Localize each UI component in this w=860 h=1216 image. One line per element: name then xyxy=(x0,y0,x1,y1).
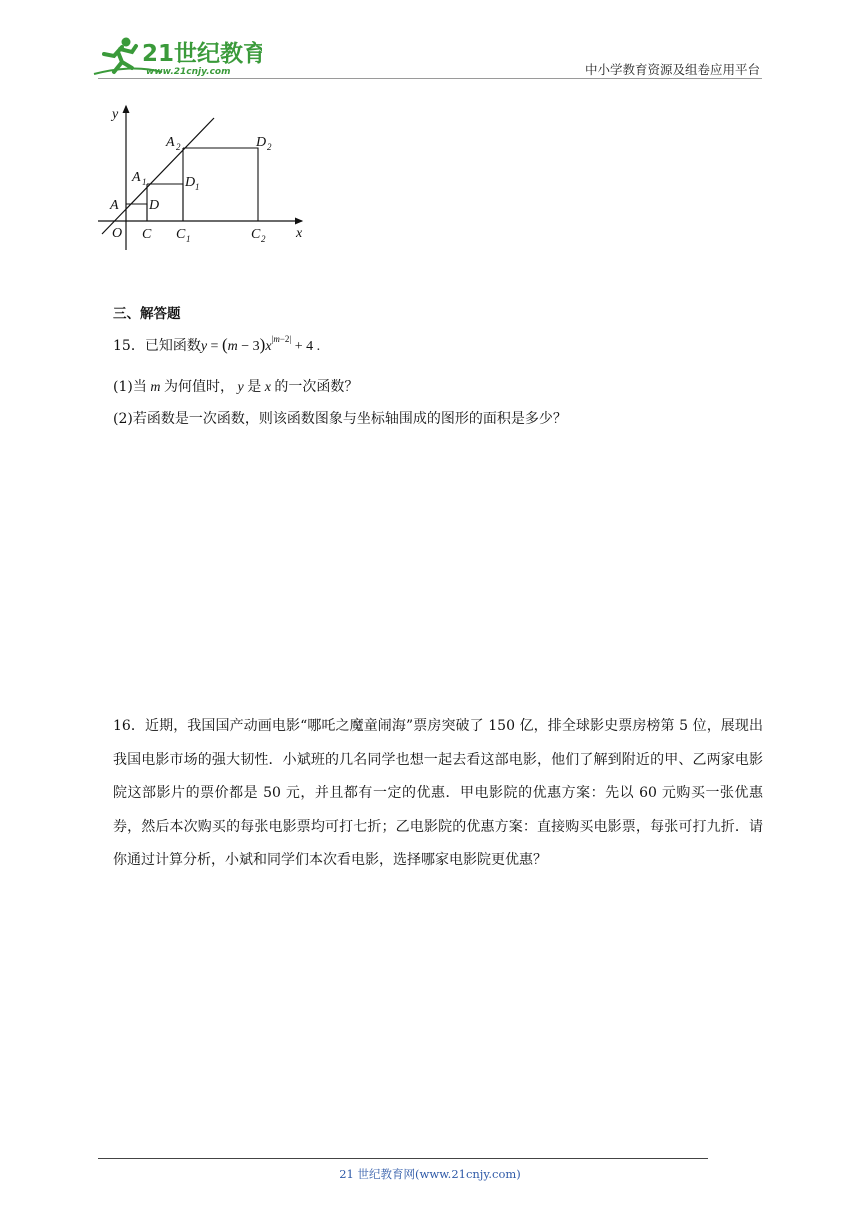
svg-text:www.21cnjy.com: www.21cnjy.com xyxy=(146,67,231,77)
footer-site-link[interactable]: 21 世纪教育网(www.21cnjy.com) xyxy=(339,1167,521,1181)
svg-text:21世纪教育: 21世纪教育 xyxy=(142,41,262,67)
geometry-figure xyxy=(96,100,316,255)
line-through-a xyxy=(102,118,214,234)
svg-text:2: 2 xyxy=(267,142,272,152)
section-title: 三、解答题 xyxy=(113,306,181,322)
label-o: O xyxy=(112,226,123,241)
question-15-stem: 15．已知函数$y = (m - 3)x^{|m-2|} + 4$ . xyxy=(113,334,321,354)
label-a: A xyxy=(110,198,119,213)
question-15-part-2: (2)若函数是一次函数，则该函数图象与坐标轴围成的图形的面积是多少？ xyxy=(113,411,567,427)
header-divider xyxy=(98,78,762,79)
question-15-part-1: (1)当 m 为何值时， y 是 x 的一次函数？ xyxy=(113,379,359,395)
label-d2: D xyxy=(256,135,267,150)
label-y: y xyxy=(112,107,119,122)
svg-text:1: 1 xyxy=(186,234,191,244)
label-c2: C xyxy=(251,227,261,242)
question-16: 16．近期，我国国产动画电影“哪吒之魔童闹海”票房突破了 150 亿，排全球影史票房榜第 5 位，展现出我国电影市场的强大韧性．小斌班的几名同学也想一起去看这部电影，他们了解到附近的甲、乙两家电影院这部影片的票价都是 50 元，并且都有一定的优惠．甲电影院的优惠方案：先以 60 元购买一张优惠券，然后本次购买的每张电影票均可打七折；乙电影院的优惠方案：直接购买电影票，每张可打九折．请你通过计算分析，小斌和同学们本次看电影，选择哪家电影院更优惠？ xyxy=(113,718,763,868)
label-a2: A xyxy=(166,135,175,150)
svg-text:2: 2 xyxy=(176,142,181,152)
platform-name: 中小学教育资源及组卷应用平台 xyxy=(584,62,760,77)
runner-logo-icon xyxy=(92,34,262,80)
label-x: x xyxy=(296,226,303,241)
function-formula: y xyxy=(200,339,208,354)
label-c1: C xyxy=(176,227,186,242)
site-logo xyxy=(92,34,262,80)
label-d: D xyxy=(149,198,160,213)
svg-text:1: 1 xyxy=(142,177,147,187)
footer-divider xyxy=(98,1158,708,1159)
svg-text:2: 2 xyxy=(261,234,266,244)
label-d1: D xyxy=(185,175,196,190)
svg-text:1: 1 xyxy=(195,182,200,192)
label-a1: A xyxy=(132,170,141,185)
label-c: C xyxy=(142,227,152,242)
